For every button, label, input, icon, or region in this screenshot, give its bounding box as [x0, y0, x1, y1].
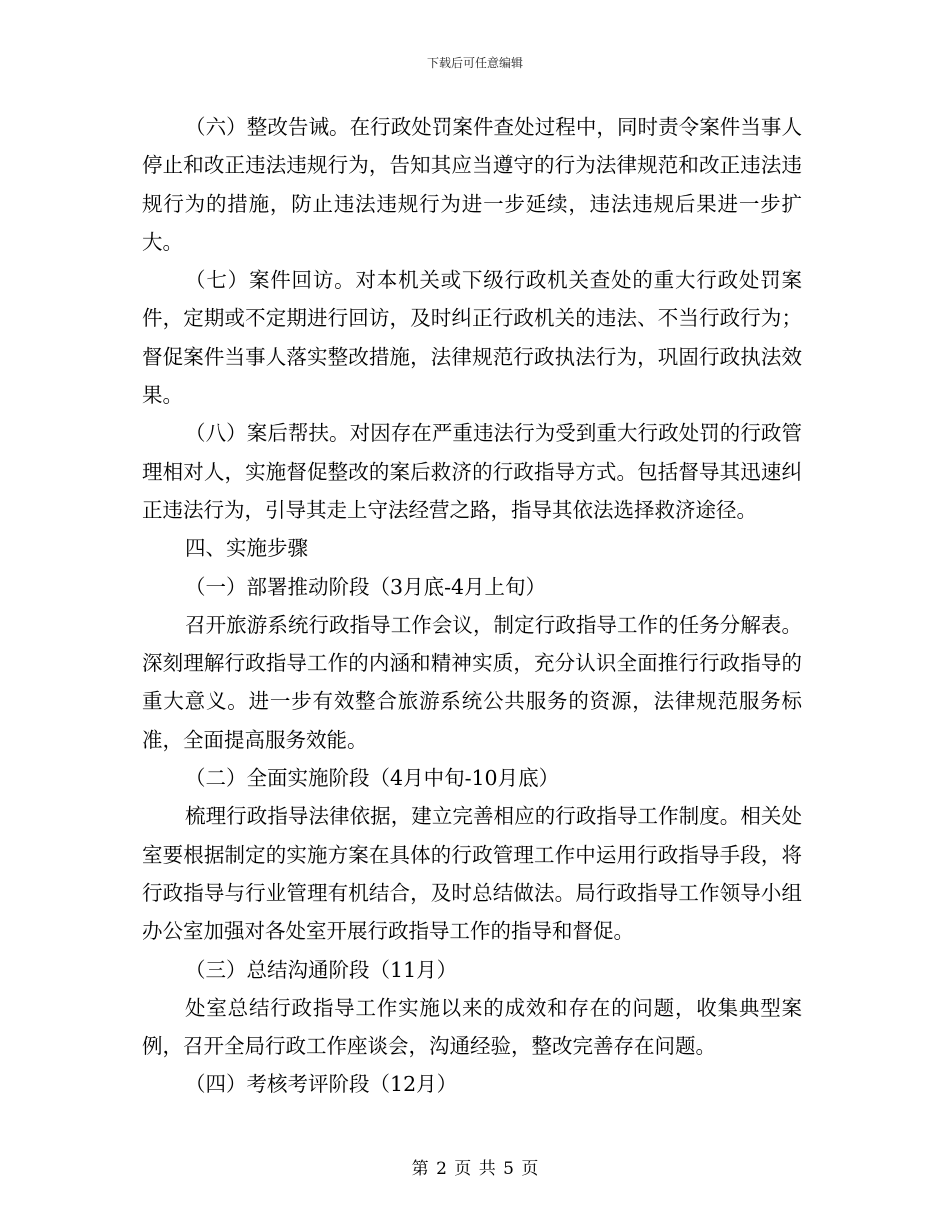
header-note: 下载后可任意编辑: [426, 56, 523, 70]
subheading-deployment-stage: （一）部署推动阶段（3月底-4月上旬）: [185, 574, 547, 599]
paragraph-case-return-visit: （七）案件回访。对本机关或下级行政机关查处的重大行政处罚案件，定期或不定期进行回访，及时纠正行政机关的违法、不当行政行为；督促案件当事人落实整改措施，法律规范行政执法行为，巩固行政执法效果。: [142, 268, 802, 408]
paragraph-post-case-assistance: （八）案后帮扶。对因存在严重违法行为受到重大行政处罚的行政管理相对人，实施督促整改的案后救济的行政指导方式。包括督导其迅速纠正违法行为，引导其走上守法经营之路，指导其依法选择救济途径。: [142, 421, 802, 522]
document-body: [142, 108, 802, 1104]
subheading-assessment-stage: （四）考核考评阶段（12月）: [185, 1072, 458, 1097]
paragraph-rectification-warning: （六）整改告诫。在行政处罚案件查处过程中，同时责令案件当事人停止和改正违法违规行为，告知其应当遵守的行为法律规范和改正违法违规行为的措施，防止违法违规行为进一步延续，违法违规后果进一步扩大。: [142, 115, 802, 254]
page-number: 第 2 页 共 5 页: [411, 1159, 539, 1179]
subheading-summary-stage: （三）总结沟通阶段（11月）: [185, 957, 458, 982]
paragraph-summary-stage: 处室总结行政指导工作实施以来的成效和存在的问题，收集典型案例，召开全局行政工作座谈会，沟通经验，整改完善存在问题。: [142, 995, 802, 1059]
subheading-full-implementation-stage: （二）全面实施阶段（4月中旬-10月底）: [185, 766, 560, 791]
paragraph-deployment-stage: 召开旅游系统行政指导工作会议，制定行政指导工作的任务分解表。深刻理解行政指导工作的内涵和精神实质，充分认识全面推行行政指导的重大意义。进一步有效整合旅游系统公共服务的资源，法律规范服务标准，全面提高服务效能。: [142, 612, 802, 752]
section-heading-implementation-steps: 四、实施步骤: [185, 536, 309, 561]
paragraph-full-implementation-stage: 梳理行政指导法律依据，建立完善相应的行政指导工作制度。相关处室要根据制定的实施方案在具体的行政管理工作中运用行政指导手段，将行政指导与行业管理有机结合，及时总结做法。局行政指导工作领导小组办公室加强对各处室开展行政指导工作的指导和督促。: [142, 804, 802, 944]
